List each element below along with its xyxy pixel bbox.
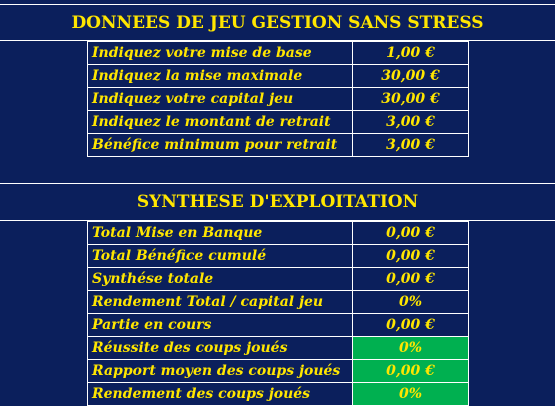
table-row bbox=[88, 65, 469, 88]
table-row bbox=[88, 42, 469, 65]
table-row bbox=[88, 245, 469, 268]
row-value: 0,00 € bbox=[353, 222, 469, 245]
section-header-synthesis bbox=[0, 183, 555, 221]
section-title-synthesis: SYNTHESE D'EXPLOITATION bbox=[136, 192, 419, 212]
row-value-highlight: 0,00 € bbox=[353, 360, 469, 383]
row-value: 0,00 € bbox=[353, 245, 469, 268]
table-row bbox=[88, 383, 469, 406]
row-value-input[interactable]: 30,00 € bbox=[353, 88, 469, 111]
table-row bbox=[88, 134, 469, 157]
row-label: Partie en cours bbox=[88, 314, 353, 337]
row-label: Total Mise en Banque bbox=[88, 222, 353, 245]
section-title-game-data: DONNEES DE JEU GESTION SANS STRESS bbox=[71, 12, 484, 33]
table-row bbox=[88, 314, 469, 337]
table-row bbox=[88, 111, 469, 134]
row-label: Bénéfice minimum pour retrait bbox=[88, 134, 353, 157]
row-value-input[interactable]: 30,00 € bbox=[353, 65, 469, 88]
row-label: Indiquez le montant de retrait bbox=[88, 111, 353, 134]
table-row bbox=[88, 88, 469, 111]
row-label: Indiquez votre capital jeu bbox=[88, 88, 353, 111]
row-label: Rendement des coups joués bbox=[88, 383, 353, 406]
game-data-table bbox=[87, 41, 469, 157]
row-label: Indiquez la mise maximale bbox=[88, 65, 353, 88]
table-row bbox=[88, 291, 469, 314]
table-row bbox=[88, 360, 469, 383]
row-value-input[interactable]: 1,00 € bbox=[353, 42, 469, 65]
row-label: Rendement Total / capital jeu bbox=[88, 291, 353, 314]
table-row bbox=[88, 268, 469, 291]
table-row bbox=[88, 337, 469, 360]
row-value-highlight: 0% bbox=[353, 337, 469, 360]
row-label: Indiquez votre mise de base bbox=[88, 42, 353, 65]
row-value: 0,00 € bbox=[353, 314, 469, 337]
row-value-highlight: 0% bbox=[353, 383, 469, 406]
row-value-input[interactable]: 3,00 € bbox=[353, 111, 469, 134]
row-value: 0,00 € bbox=[353, 268, 469, 291]
row-label: Synthése totale bbox=[88, 268, 353, 291]
table-row bbox=[88, 222, 469, 245]
row-value: 0% bbox=[353, 291, 469, 314]
row-value-input[interactable]: 3,00 € bbox=[353, 134, 469, 157]
row-label: Réussite des coups joués bbox=[88, 337, 353, 360]
synthesis-table bbox=[87, 221, 469, 406]
section-header-game-data bbox=[0, 4, 555, 41]
row-label: Rapport moyen des coups joués bbox=[88, 360, 353, 383]
row-label: Total Bénéfice cumulé bbox=[88, 245, 353, 268]
